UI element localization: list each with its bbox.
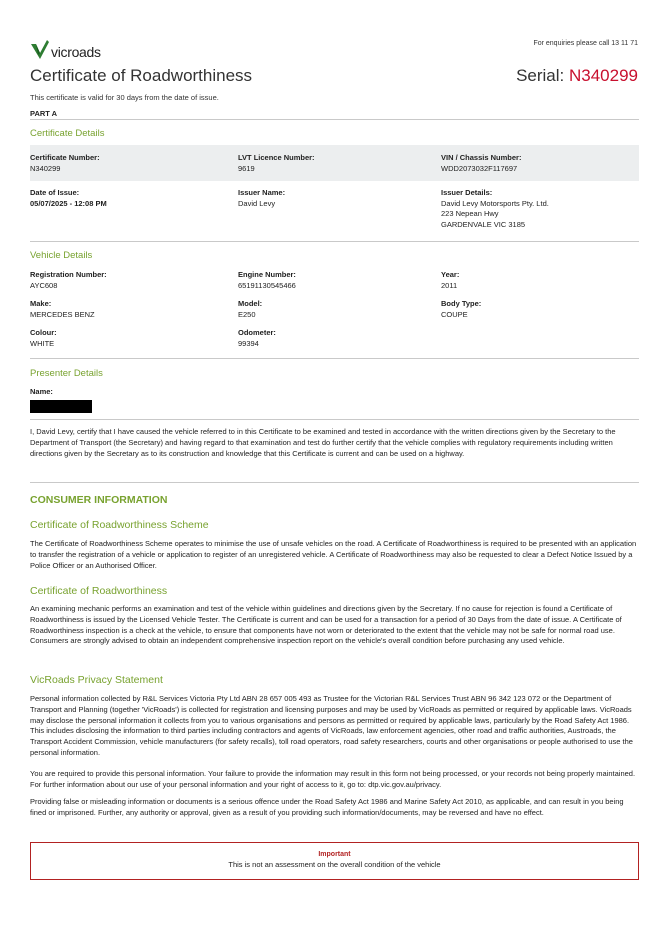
field-value: 223 Nepean Hwy — [441, 209, 499, 218]
divider — [30, 241, 639, 242]
scheme-heading: Certificate of Roadworthiness Scheme — [30, 519, 209, 531]
field-value: WDD2073032F117697 — [441, 163, 518, 173]
divider — [30, 482, 639, 483]
certificate-text: An examining mechanic performs an examination and test of the vehicle within guidelines and directions given by the Secretary. If no cause for rejection is found a Certificate of Roadworthiness is issued by the Licensed Vehicle Tester. The Certificate is current and can be used for a transaction for a period of 30 Days from the date of issue. A Certificate of Roadworthiness inspection is a check at the vehicle, to ensure that components have not worn or deteriorated to the extent that the vehicle may not be safe for normal road use. Consumers are strongly advised to obtain an independent comprehensive inspection report on the vehicle's overall condition before purchasing any used vehicle. — [30, 604, 622, 646]
field-value: 65191130545466 — [238, 280, 296, 290]
year-field — [441, 270, 459, 291]
issuer-name-field — [238, 188, 285, 209]
field-label: Odometer: — [238, 328, 276, 337]
part-label: PART A — [30, 109, 58, 118]
colour-field — [30, 328, 57, 349]
field-label: Issuer Name: — [238, 188, 286, 197]
privacy-heading: VicRoads Privacy Statement — [30, 674, 163, 686]
certificate-details-heading: Certificate Details — [30, 128, 105, 139]
divider — [30, 358, 639, 359]
divider — [30, 419, 639, 420]
field-value: 05/07/2025 - 12:08 PM — [30, 198, 107, 208]
certificate-number-field — [30, 153, 100, 174]
important-notice — [30, 842, 639, 880]
field-value: 9619 — [238, 163, 255, 173]
field-value: E250 — [238, 309, 256, 319]
presenter-details-heading: Presenter Details — [30, 368, 103, 379]
enquiries-text: For enquiries please call 13 11 71 — [533, 40, 638, 47]
consumer-information-heading: CONSUMER INFORMATION — [30, 494, 168, 506]
body-type-field — [441, 299, 481, 320]
engine-number-field — [238, 270, 296, 291]
vicroads-tick-icon — [30, 38, 50, 60]
field-value: 99394 — [238, 338, 259, 348]
registration-number-field — [30, 270, 107, 291]
field-value: GARDENVALE VIC 3185 — [441, 219, 526, 229]
page-title: Certificate of Roadworthiness — [30, 66, 253, 85]
presenter-name-field — [30, 387, 53, 398]
field-value: AYC608 — [30, 280, 58, 290]
field-label: Date of Issue: — [30, 188, 80, 197]
field-label: Make: — [30, 299, 52, 308]
field-value: MERCEDES BENZ — [30, 309, 95, 319]
important-message: This is not an assessment on the overall condition of the vehicle — [228, 860, 441, 869]
issuer-details-field — [441, 188, 549, 230]
model-field — [238, 299, 262, 320]
scheme-text: The Certificate of Roadworthiness Scheme operates to minimise the use of unsafe vehicles on the road. A Certificate of Roadworthiness is required to be presented with an application to transfer the registration of a vehicle or application to register of an unregistered vehicle. A Certificate of Roadworthiness may also be requested to clear a Defect Notice Issued by a Police Officer or an Authorised Officer. — [30, 539, 637, 570]
field-value: David Levy Motorsports Pty. Ltd. — [441, 198, 549, 208]
odometer-field — [238, 328, 276, 349]
field-label: Model: — [238, 299, 263, 308]
divider — [30, 119, 639, 120]
vehicle-details-heading: Vehicle Details — [30, 250, 93, 261]
field-value: WHITE — [30, 338, 55, 348]
make-field — [30, 299, 95, 320]
field-value: 2011 — [441, 280, 458, 290]
field-label: Issuer Details: — [441, 188, 493, 197]
vin-field — [441, 153, 521, 174]
redacted-name — [30, 400, 92, 413]
privacy-text-1: Personal information collected by R&L Services Victoria Pty Ltd ABN 28 657 005 493 as Trustee for the Victorian R&L Services Trust ABN 96 342 123 072 or the Department of Transport and Planning (together 'VicRoads') is collected for registration and licensing purposes and may be used by VicRoads as permitted or required by applicable laws. VicRoads may disclose the personal information it collects from you to various organisations and persons as permitted or required by applicable laws, particularly by the Road Safety Act 1986. This includes disclosing the information to third parties including contractors and agents of VicRoads, law enforcement agencies, other road and traffic authorities, Austroads, the Transport Accident Commission, vehicle manufacturers (for safety recalls), toll road operators, road safety researchers, courts and other organisations or people authorised to use the personal information. — [30, 694, 633, 757]
serial — [516, 66, 638, 86]
field-value: David Levy — [238, 198, 276, 208]
field-label: LVT Licence Number: — [238, 153, 315, 162]
privacy-text-3: Providing false or misleading information or documents is a serious offence under the Road Safety Act 1986 and Marine Safety Act 2010, as applicable, and can result in you being fined or imprisoned. Further, any authority or approval, given as a result of you providing such information/documents, may be reversed and have no effect. — [30, 797, 624, 817]
field-label: Year: — [441, 270, 460, 279]
privacy-text-2: You are required to provide this personal information. Your failure to provide the information may result in this form not being processed, or your records not being properly maintained. For further information about our use of your personal information and your right of access to it, go to: dtp.vic.gov.au/privacy. — [30, 769, 636, 789]
serial-number: N340299 — [568, 66, 638, 85]
field-label: VIN / Chassis Number: — [441, 153, 522, 162]
vicroads-logo — [30, 36, 101, 60]
field-value: COUPE — [441, 309, 468, 319]
serial-label: Serial: — [516, 66, 565, 85]
important-title: Important — [318, 851, 351, 858]
validity-note: This certificate is valid for 30 days from the date of issue. — [30, 93, 219, 102]
field-label: Registration Number: — [30, 270, 107, 279]
field-label: Engine Number: — [238, 270, 296, 279]
field-label: Certificate Number: — [30, 153, 100, 162]
field-label: Body Type: — [441, 299, 482, 308]
lvt-licence-field — [238, 153, 315, 174]
field-label: Colour: — [30, 328, 57, 337]
logo-text: vicroads — [51, 44, 101, 60]
field-label: Name: — [30, 387, 53, 396]
date-of-issue-field — [30, 188, 107, 209]
field-value: N340299 — [30, 163, 61, 173]
certificate-heading: Certificate of Roadworthiness — [30, 585, 168, 597]
certificate-details-band — [30, 145, 639, 181]
declaration-text: I, David Levy, certify that I have caused the vehicle referred to in this Certificate to be examined and tested in accordance with the written directions given by the Secretary to the Department of Transport (the Secretary) and having regard to that examination and test do further certify that the vehicle complies with regulatory requirements including written directions given by the Secretary as to its construction and knowledge that this Certificate is current and can be used on a highway. — [30, 427, 616, 458]
